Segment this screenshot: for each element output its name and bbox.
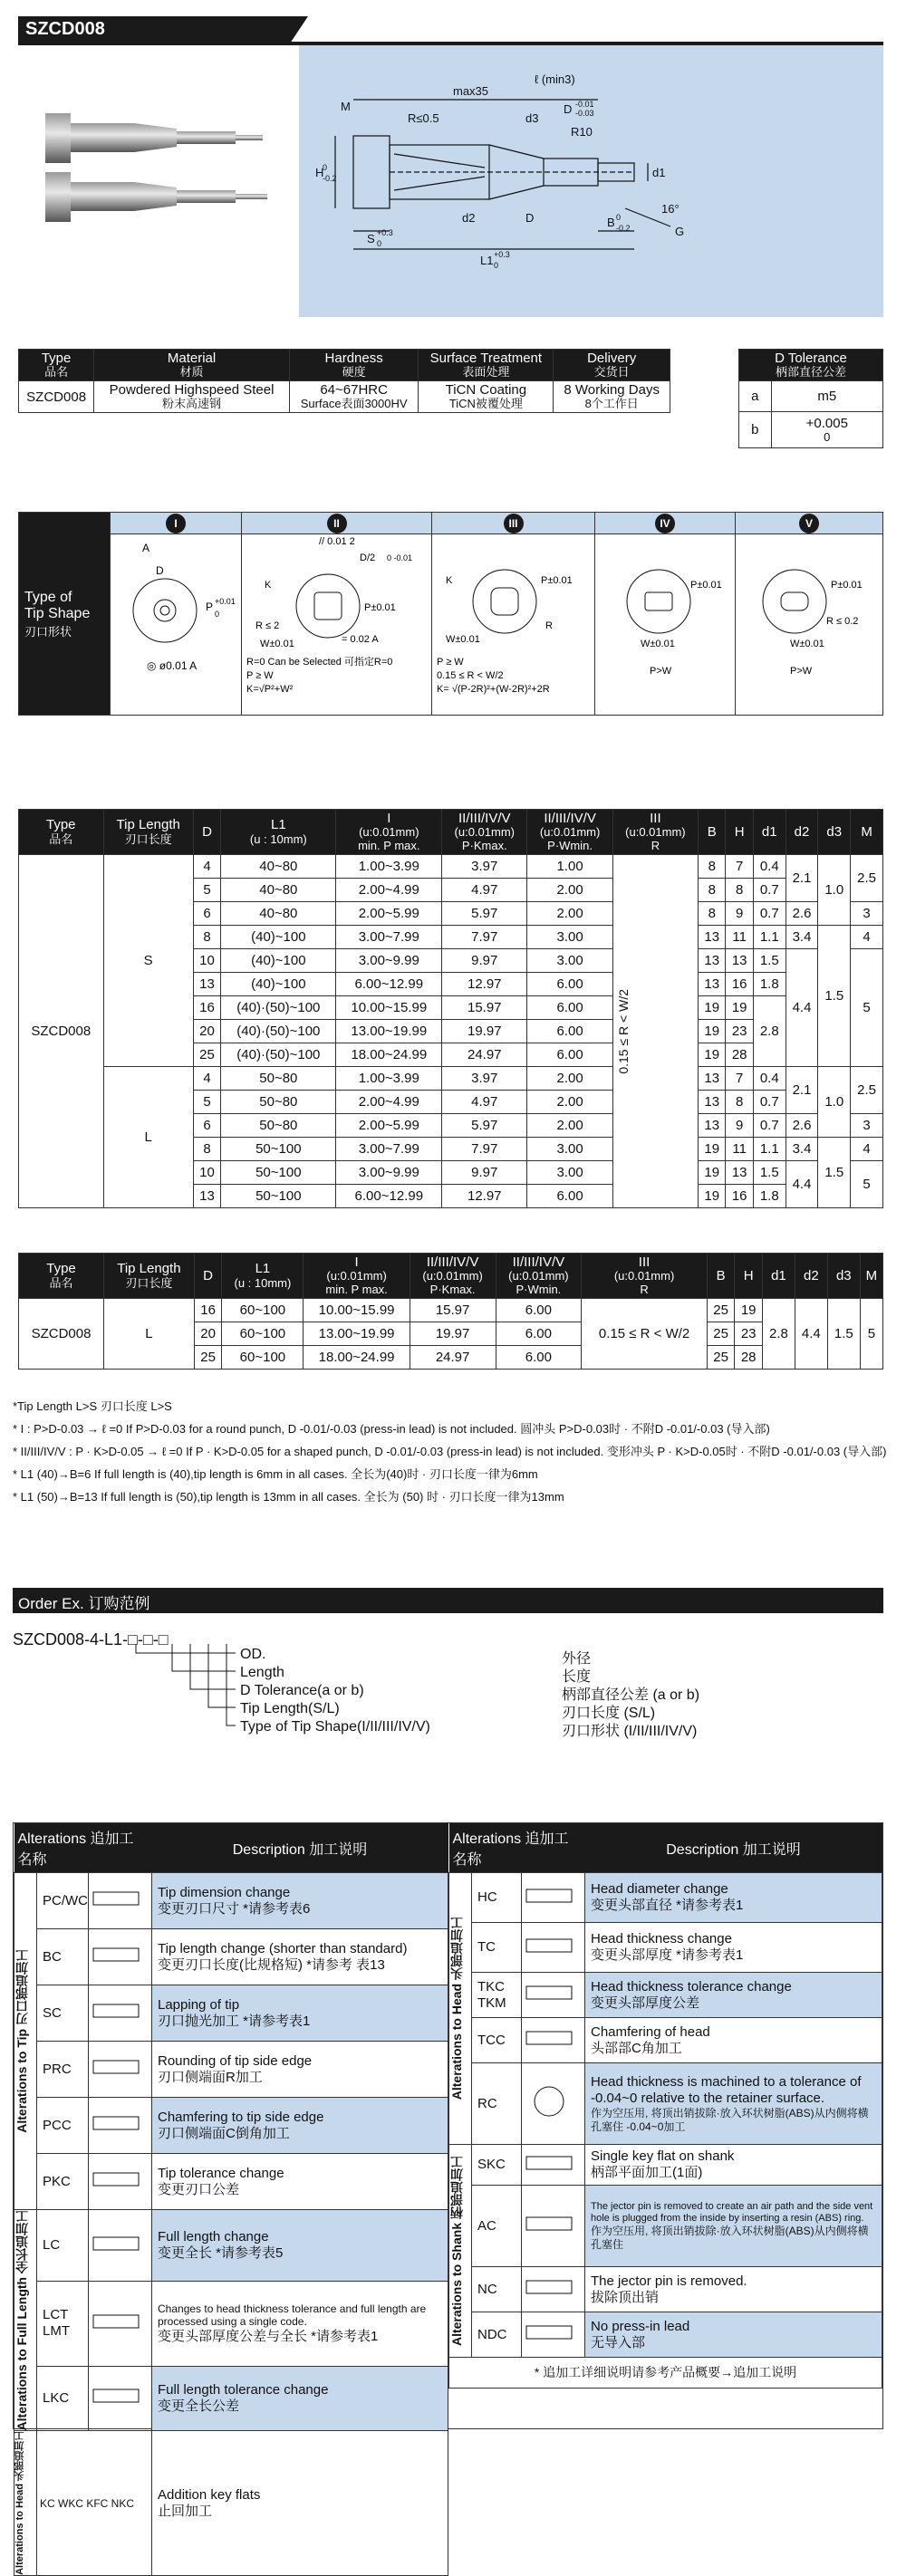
dim-s: S	[367, 232, 375, 245]
table-row: 20 (40)·(50)~100 13.00~19.99 19.97 6.00 19 23	[19, 1020, 883, 1043]
svg-text:// 0.01 2: // 0.01 2	[319, 536, 355, 547]
table-row: 5 50~80 2.00~4.99 4.97 2.00 13 8 0.7	[19, 1091, 883, 1114]
spec-h-hardness: Hardness 硬度	[289, 350, 419, 381]
shape-col-4: IV P±0.01 W±0.01 P>W	[594, 513, 735, 715]
table-row: 16 (40)·(50)~100 10.00~15.99 15.97 6.00 19 19 2.8	[19, 996, 883, 1020]
dim-r10: R10	[571, 125, 593, 139]
alterations-section	[13, 1822, 883, 2576]
dim-g: G	[675, 225, 685, 238]
svg-text:R ≤ 0.2: R ≤ 0.2	[826, 616, 859, 627]
table-row: 8 (40)~100 3.00~7.99 7.97 3.00 13 11 1.1 3.4 1.5 4	[19, 926, 883, 949]
dim-max: max35	[453, 84, 489, 98]
svg-text:P: P	[206, 601, 214, 613]
svg-text:-0.03: -0.03	[575, 109, 594, 118]
order-connector-lines	[136, 1644, 245, 1744]
note-3: * L1 (40)→B=6 If full length is (40),tip length is 6mm in all cases. 全长为(40)时 · 刃口长度一律为6mm	[13, 1467, 538, 1481]
note-2: * II/III/IV/V : P · K>D-0.05 → ℓ =0 If P · K>D-0.05 for a shaped punch, D -0.01/-0.03 (press-in lead) is not included. 变形冲头 P · K>D-0.05时 · 不附D -0.01/-0.03 (导入部)	[13, 1445, 887, 1458]
spec-h-material: Material 材质	[94, 350, 290, 381]
dimension-table-2: Type 品名 Tip Length 刃口长度 D L1 (u : 10mm) I (u:0.01mm) min. P max. II/III/IV/V (u:0.01mm) P·Kmax. II/III/IV/V (u:0.01mm) P·Wmin. III (u:0.01mm) R B H d1 d2 d3 M SZCD008 L 16 60~100 10.00~15.99 15.97 6.00 0.15 ≤ R < W/2 25 19 2.8 4.4 1.5 5 20 60~100 13.00~19.99 19.97 6.00 25 23 25 60~100 18.00~24.99 24.97 6.00 25 28	[18, 1253, 883, 1370]
spec-h-delivery: Delivery 交货日	[554, 350, 670, 381]
svg-text:P±0.01: P±0.01	[690, 580, 722, 591]
table-row: 13 (40)~100 6.00~12.99 12.97 6.00 13 16 1.8	[19, 973, 883, 996]
note-4: * L1 (50)→B=13 If full length is (50),tip length is 13mm in all cases. 全长为 (50) 时 · 刃口长度一律为13mm	[13, 1490, 564, 1504]
svg-text:P>W: P>W	[650, 666, 672, 677]
svg-text:◎ ø0.01 A: ◎ ø0.01 A	[147, 659, 198, 672]
svg-text:W±0.01: W±0.01	[260, 639, 294, 649]
svg-text:+0.3: +0.3	[494, 250, 510, 259]
svg-text:0: 0	[215, 610, 220, 619]
table-row: L 4 50~80 1.00~3.99 3.97 2.00 13 7 0.4 2.1 1.0 2.5	[19, 1067, 883, 1091]
svg-text:0: 0	[616, 213, 622, 222]
svg-text:W±0.01: W±0.01	[446, 634, 480, 645]
spec-hardness: 64~67HRC Surface表面3000HV	[289, 381, 419, 413]
svg-text:P±0.01: P±0.01	[364, 602, 396, 613]
shape-col-1: I A D P +0.01 0 ◎ ø0.01 A	[110, 513, 241, 715]
table-row: SZCD008 S 4 40~80 1.00~3.99 3.97 1.00 0.15 ≤ R < W/2 8 7 0.4 2.1 1.0 2.5	[19, 855, 883, 879]
svg-text:= 0.02 A: = 0.02 A	[342, 634, 379, 645]
table-row: 10 50~100 3.00~9.99 9.97 3.00 19 13 1.5 4.4 5	[19, 1161, 883, 1185]
svg-text:0: 0	[377, 239, 382, 248]
dimension-table-1: Type 品名 Tip Length 刃口长度 D L1 (u : 10mm) I (u:0.01mm) min. P max. II/III/IV/V (u:0.01mm) P·Kmax. II/III/IV/V (u:0.01mm) P·Wmin. III (u:0.01mm) R B H d1 d2 d3 M SZCD008 S 4 40~80 1.00~3.99 3.97 1.00 0.15 ≤ R < W/2 8 7 0.4 2.1 1.0 2.5 5 40~80 2.00~4.99 4.97 2.00 8 8 0.7 6 40~80 2.00~5.99 5.97 2.00 8 9 0.7 2.6 3 8 (40)~100 3.00~7.99 7.97 3.00 13 11 1.1 3.4 1.5 4 10 (40)~100 3.00~9.99 9.97 3.00 13 13 1.5 4.4 5 13 (40)~100 6.00~12.99 12.97 6.00 13 16 1.8 16 (40)·(50)~100 10.00~15.99 15.97 6.00 19 19 2.8 20 (40)·(50)~100 13.00~19.99 19.97 6.00 19 23 25 (40)·(50)~100 18.00~24.99 24.97 6.00 19 28 L 4 50~80 1.00~3.99 3.97 2.00 13 7 0.4 2.1 1.0 2.5 5 50~80 2.00~4.99 4.97 2.00 13 8 0.7 6 50~80 2.00~5.99 5.97 2.00 13 9 0.7 2.6 3 8 50~100 3.00~7.99 7.97 3.00 19 11 1.1 3.4 1.5 4 10 50~100 3.00~9.99 9.97 3.00 19 13 1.5 4.4 5 13 50~100 6.00~12.99 12.97 6.00 19 16 1.8	[18, 809, 883, 1208]
spec-surface: TiCN Coating TiCN被覆处理	[419, 381, 554, 413]
order-code: SZCD008-4-L1-□-□-□	[13, 1630, 169, 1648]
alterations-left: Alterations 追加工名称 Description 加工说明 Alterations to Tip 刃口部追加工 PC/WC Tip dimension change 变更刃口尺寸 *请参考表6 BC Tip length change (shorter than standard) 变更刃口长度(比规格短) *请参考 表13 SC Lapping of tip 刃口抛光加工 *请参考表1 PRC Rounding of tip side edge 刃口侧端面R加工 PCC Chamfering to tip side edge 刃口侧端面C倒角加工 PKC Tip tolerance change 变更刃口公差 Alterations to Full Length 全长追加工 LC Full length change 变更全长 *请参考表5 LCT LMT Changes to head thickness tolerance and full length are processed using a single code. 变更头部厚度公差与全长 *请参考表1 LKC Full length tolerance change 变更全长公差 Alterations to Head 头部追加工 KC WKC KFC NKC Addition key flats 止回加工	[14, 1823, 448, 2576]
dim-lmin: ℓ (min3)	[535, 72, 575, 86]
svg-text:D: D	[156, 564, 164, 577]
svg-text:-0.01: -0.01	[575, 100, 594, 109]
svg-text:R: R	[545, 620, 553, 631]
svg-text:-0.2: -0.2	[323, 174, 337, 183]
spec-delivery: 8 Working Days 8个工作日	[554, 381, 670, 413]
svg-text:W±0.01: W±0.01	[641, 639, 675, 649]
table-row: 25 (40)·(50)~100 18.00~24.99 24.97 6.00 19 28	[19, 1043, 883, 1067]
svg-text:+0.3: +0.3	[377, 228, 393, 237]
svg-text:+0.01: +0.01	[215, 597, 236, 606]
dim-d1: d1	[652, 166, 666, 179]
dim-b: B	[607, 216, 615, 229]
table-row: 6 50~80 2.00~5.99 5.97 2.00 13 9 0.7 2.6 3	[19, 1114, 883, 1138]
shape-col-2: II // 0.01 2 D/2 0 -0.01 K R ≤ 2 P±0.01 W±0.01 = 0.02 A R=0 Can be Selected 可指定R=0 P ≥ W K=√P²+W²	[241, 513, 431, 715]
svg-text:K= √(P-2R)²+(W-2R)²+2R: K= √(P-2R)²+(W-2R)²+2R	[437, 684, 550, 695]
svg-text:P>W: P>W	[790, 666, 813, 677]
svg-text:0.15 ≤ R < W/2: 0.15 ≤ R < W/2	[437, 670, 504, 681]
svg-text:P±0.01: P±0.01	[831, 580, 863, 591]
svg-text:A: A	[142, 542, 150, 554]
svg-text:W±0.01: W±0.01	[790, 639, 824, 649]
svg-text:K: K	[446, 575, 453, 586]
table-row: 6 40~80 2.00~5.99 5.97 2.00 8 9 0.7 2.6 3	[19, 902, 883, 926]
spec-material: Powdered Highspeed Steel 粉末高速钢	[94, 381, 290, 413]
dim-l1: L1	[480, 254, 494, 267]
table-row: 13 50~100 6.00~12.99 12.97 6.00 19 16 1.8	[19, 1185, 883, 1208]
dim-m: M	[341, 100, 351, 113]
spec-h-type: Type 品名	[19, 350, 94, 381]
dim-angle: 16°	[661, 202, 680, 216]
dim-h: H	[315, 166, 324, 179]
spec-table	[18, 349, 670, 413]
tolerance-table: D Tolerance 柄部直径公差 a m5 b +0.005 0	[738, 349, 883, 448]
dim-d2: d2	[462, 211, 476, 225]
svg-text:0 -0.01: 0 -0.01	[387, 553, 413, 562]
dim-dtol: D	[564, 102, 573, 116]
note-1: * I : P>D-0.03 → ℓ =0 If P>D-0.03 for a round punch, D -0.01/-0.03 (press-in lead) is not included. 圆冲头 P>D-0.03时 · 不附D -0.01/-0.03 (导入部)	[13, 1422, 770, 1436]
technical-drawing	[299, 45, 883, 317]
catalog-page: SZCD008 max35 ℓ (min3) R≤0.5 d3 D -0.01 -0.03 R10 d1 H 0 -0.2 M d2 D B 0 -0.2 S +0.3 0 L1 +0.3 0 G 16° Type 品名 Material 材质 Hardness 硬度 Surface Treatment 表面处理 Delivery 交货日 SZCD008 Powdered Highspeed Steel 粉末高速钢 64~67HRC Surface表面3000HV TiCN Coating TiCN被覆处理 8 Working Days 8个工作日 D Tolerance 柄部直径公差 a m5 b +0.005 0 Type of Tip Shape 刃口形状 I A D P +0.01 0 ◎ ø0.01 A II // 0.01 2 D/2 0 -0.01 K R ≤ 2 P±0.01 W±0.01 = 0.02 A R=0 Can be Selected 可指定R=0 P ≥ W K=√P²+W² III K P±0.01 R W±0.01 P ≥ W 0.15 ≤ R < W/2 K= √(P-2R)²+(W-2R)²+2R IV P±0.01 W±0.01 P>W V P±0.01 R ≤ 0.2 W±0.01 P>W Type 品名 Tip Length 刃口长度 D L1 (u : 10mm) I (u:0.01mm) min. P max. II/III/IV/V (u:0.01mm) P·Kmax. II/III/IV/V (u:0.01mm) P·Wmin. III (u:0.01mm) R B H d1 d2 d3 M SZCD008 S 4 40~80 1.00~3.99 3.97 1.00 0.15 ≤ R < W/2 8 7 0.4 2.1 1.0 2.5 5 40~80 2.00~4.99 4.97 2.00 8 8 0.7 6 40~80 2.00~5.99 5.97 2.00 8 9 0.7 2.6 3 8 (40)~100 3.00~7.99 7.97 3.00 13 11 1.1 3.4 1.5 4 10 (40)~100 3.00~9.99 9.97 3.00 13 13 1.5 4.4 5 13 (40)~100 6.00~12.99 12.97 6.00 13 16 1.8 16 (40)·(50)~100 10.00~15.99 15.97 6.00 19 19 2.8 20 (40)·(50)~100 13.00~19.99 19.97 6.00 19 23 25 (40)·(50)~100 18.00~24.99 24.97 6.00 19 28 L 4 50~80 1.00~3.99 3.97 2.00 13 7 0.4 2.1 1.0 2.5 5 50~80 2.00~4.99 4.97 2.00 13 8 0.7 6 50~80 2.00~5.99 5.97 2.00 13 9 0.7 2.6 3 8 50~100 3.00~7.99 7.97 3.00 19 11 1.1 3.4 1.5 4 10 50~100 3.00~9.99 9.97 3.00 19 13 1.5 4.4 5 13 50~100 6.00~12.99 12.97 6.00 19 16 1.8 Type 品名 Tip Length 刃口长度 D L1 (u : 10mm) I (u:0.01mm) min. P max. II/III/IV/V (u:0.01mm) P·Kmax. II/III/IV/V (u:0.01mm) P·Wmin. III (u:0.01mm) R B H d1 d2 d3 M SZCD008 L 16 60~100 10.00~15.99 15.97 6.00 0.15 ≤ R < W/2 25 19 2.8 4.4 1.5 5 20 60~100 13.00~19.99 19.97 6.00 25 23 25 60~100 18.00~24.99 24.97 6.00 25 28 *Tip Length L>S 刃口长度 L>S * I : P>D-0.03 → ℓ =0 If P>D-0.03 for a round punch, D -0.01/-0.03 (press-in lead) is not included. 圆冲头 P>D-0.03时 · 不附D -0.01/-0.03 (导入部) * II/III/IV/V : P · K>D-0.05 → ℓ =0 If P · K>D-0.05 for a shaped punch, D -0.01/-0.03 (press-in lead) is not included. 变形冲头 P · K>D-0.05时 · 不附D -0.01/-0.03 (导入部) * L1 (40)→B=6 If full length is (40),tip length is 6mm in all cases. 全长为(40)时 · 刃口长度一律为6mm * L1 (50)→B=13 If full length is (50),tip length is 13mm in all cases. 全长为 (50) 时 · 刃口长度一律为13mm Order Ex. 订购范例 SZCD008-4-L1-□-□-□ OD. 外径 Length 长度 D Tolerance(a or b) 柄部直径公差 (a or b) Tip Length(S/L) 刃口长度 (S/L) Type of Tip Shape(I/II/III/IV/V) 刃口形状 (I/II/III/IV/V) Alterations 追加工名称 Description 加工说明 Alterations to Tip 刃口部追加工 PC/WC Tip dimension change 变更刃口尺寸 *请参考表6 BC Tip length change (shorter than standard) 变更刃口长度(比规格短) *请参考 表13 SC Lapping of tip 刃口抛光加工 *请参考表1 PRC Rounding of tip side edge 刃口侧端面R加工 PCC Chamfering to tip side edge 刃口侧端面C倒角加工 PKC Tip tolerance change 变更刃口公差 Alterations to Full Length 全长追加工 LC Full length change 变更全长 *请参考表5 LCT LMT Changes to head thickness tolerance and full length are processed using a single code. 变更头部厚度公差与全长 *请参考表1 LKC Full length tolerance change 变更全长公差 Alterations to Head 头部追加工 KC WKC KFC NKC Addition key flats 止回加工 Alterations 追加工名称 Description 加工说明 Alterations to Head 头部追加工 HC Head diameter change 变更头部直径 *请参考表1 TC Head thickness change 变更头部厚度 *请参考表1 TKC TKM Head thickness tolerance change 变更头部厚度公差 TCC Chamfering of head 头部部C角加工 RC Head thickness is machined to a tolerance of -0.04~0 relative to the retainer surface. 作为空压用, 将顶出销拔除·放入环状树脂(ABS)从内侧将横孔塞住 -0.04~0加工 Alterations to Shank 柄部追加工 SKC Single key flat on shank 柄部平面加工(1面) AC The jector pin is removed to create an air path and the side vent hole is plugged from the inside by inserting a resin (ABS) ring. 作为空压用, 将顶出销拔除·放入环状树脂(ABS)从内侧将横孔塞住 NC The jector pin is removed. 拔除顶出销 NDC No press-in lead 无导入部 * 追加工详细说明请参考产品概要→追加工说明	[0, 0, 906, 2443]
product-code-tab: SZCD008	[18, 16, 290, 43]
svg-text:R ≤ 2: R ≤ 2	[255, 620, 280, 631]
table-row: 5 40~80 2.00~4.99 4.97 2.00 8 8 0.7	[19, 879, 883, 902]
svg-text:R=0 Can be Selected 可指定R=0: R=0 Can be Selected 可指定R=0	[246, 657, 393, 668]
shape-col-3: III K P±0.01 R W±0.01 P ≥ W 0.15 ≤ R < W/2 K= √(P-2R)²+(W-2R)²+2R	[431, 513, 594, 715]
svg-text:K: K	[265, 580, 272, 591]
dim-r05: R≤0.5	[408, 111, 439, 125]
order-title: Order Ex. 订购范例	[18, 1595, 150, 1612]
svg-text:K=√P²+W²: K=√P²+W²	[246, 684, 294, 695]
table-row: 8 50~100 3.00~7.99 7.97 3.00 19 11 1.1 3.4 1.5 4	[19, 1138, 883, 1161]
dim-d: D	[525, 211, 535, 225]
table-row: 10 (40)~100 3.00~9.99 9.97 3.00 13 13 1.5 4.4 5	[19, 949, 883, 973]
svg-text:D/2: D/2	[360, 553, 376, 563]
alterations-right: Alterations 追加工名称 Description 加工说明 Alterations to Head 头部追加工 HC Head diameter change 变更头部直径 *请参考表1 TC Head thickness change 变更头部厚度 *请参考表1 TKC TKM Head thickness tolerance change 变更头部厚度公差 TCC Chamfering of head 头部部C角加工 RC Head thickness is machined to a tolerance of -0.04~0 relative to the retainer surface. 作为空压用, 将顶出销拔除·放入环状树脂(ABS)从内侧将横孔塞住 -0.04~0加工 Alterations to Shank 柄部追加工 SKC Single key flat on shank 柄部平面加工(1面) AC The jector pin is removed to create an air path and the side vent hole is plugged from the inside by inserting a resin (ABS) ring. 作为空压用, 将顶出销拔除·放入环状树脂(ABS)从内侧将横孔塞住 NC The jector pin is removed. 拔除顶出销 NDC No press-in lead 无导入部 * 追加工详细说明请参考产品概要→追加工说明	[448, 1823, 882, 2389]
shape-col-5: V P±0.01 R ≤ 0.2 W±0.01 P>W	[735, 513, 882, 715]
product-photo	[18, 45, 299, 317]
svg-text:P ≥ W: P ≥ W	[437, 657, 464, 668]
svg-text:P±0.01: P±0.01	[541, 575, 573, 586]
spec-h-surface: Surface Treatment 表面处理	[419, 350, 554, 381]
svg-text:-0.2: -0.2	[616, 224, 631, 233]
dim-d3: d3	[525, 111, 539, 125]
svg-text:0: 0	[494, 261, 499, 270]
svg-text:P ≥ W: P ≥ W	[246, 670, 274, 681]
spec-type: SZCD008	[19, 381, 94, 413]
svg-text:0: 0	[323, 163, 328, 172]
note-0: *Tip Length L>S 刃口长度 L>S	[13, 1399, 172, 1413]
tip-shape-section: Type of Tip Shape 刃口形状 I A D P +0.01 0 ◎ ø0.01 A II // 0.01 2 D/2 0 -0.01 K R ≤ 2 P±0.01 W±0.01 = 0.02 A R=0 Can be Selected 可指定R=0 P ≥ W K=√P²+W² III K P±0.01 R W±0.01 P ≥ W 0.15 ≤ R < W/2 K= √(P-2R)²+(W-2R)²+2R IV P±0.01 W±0.01 P>W V P±0.01 R ≤ 0.2 W±0.01 P>W	[18, 512, 883, 716]
